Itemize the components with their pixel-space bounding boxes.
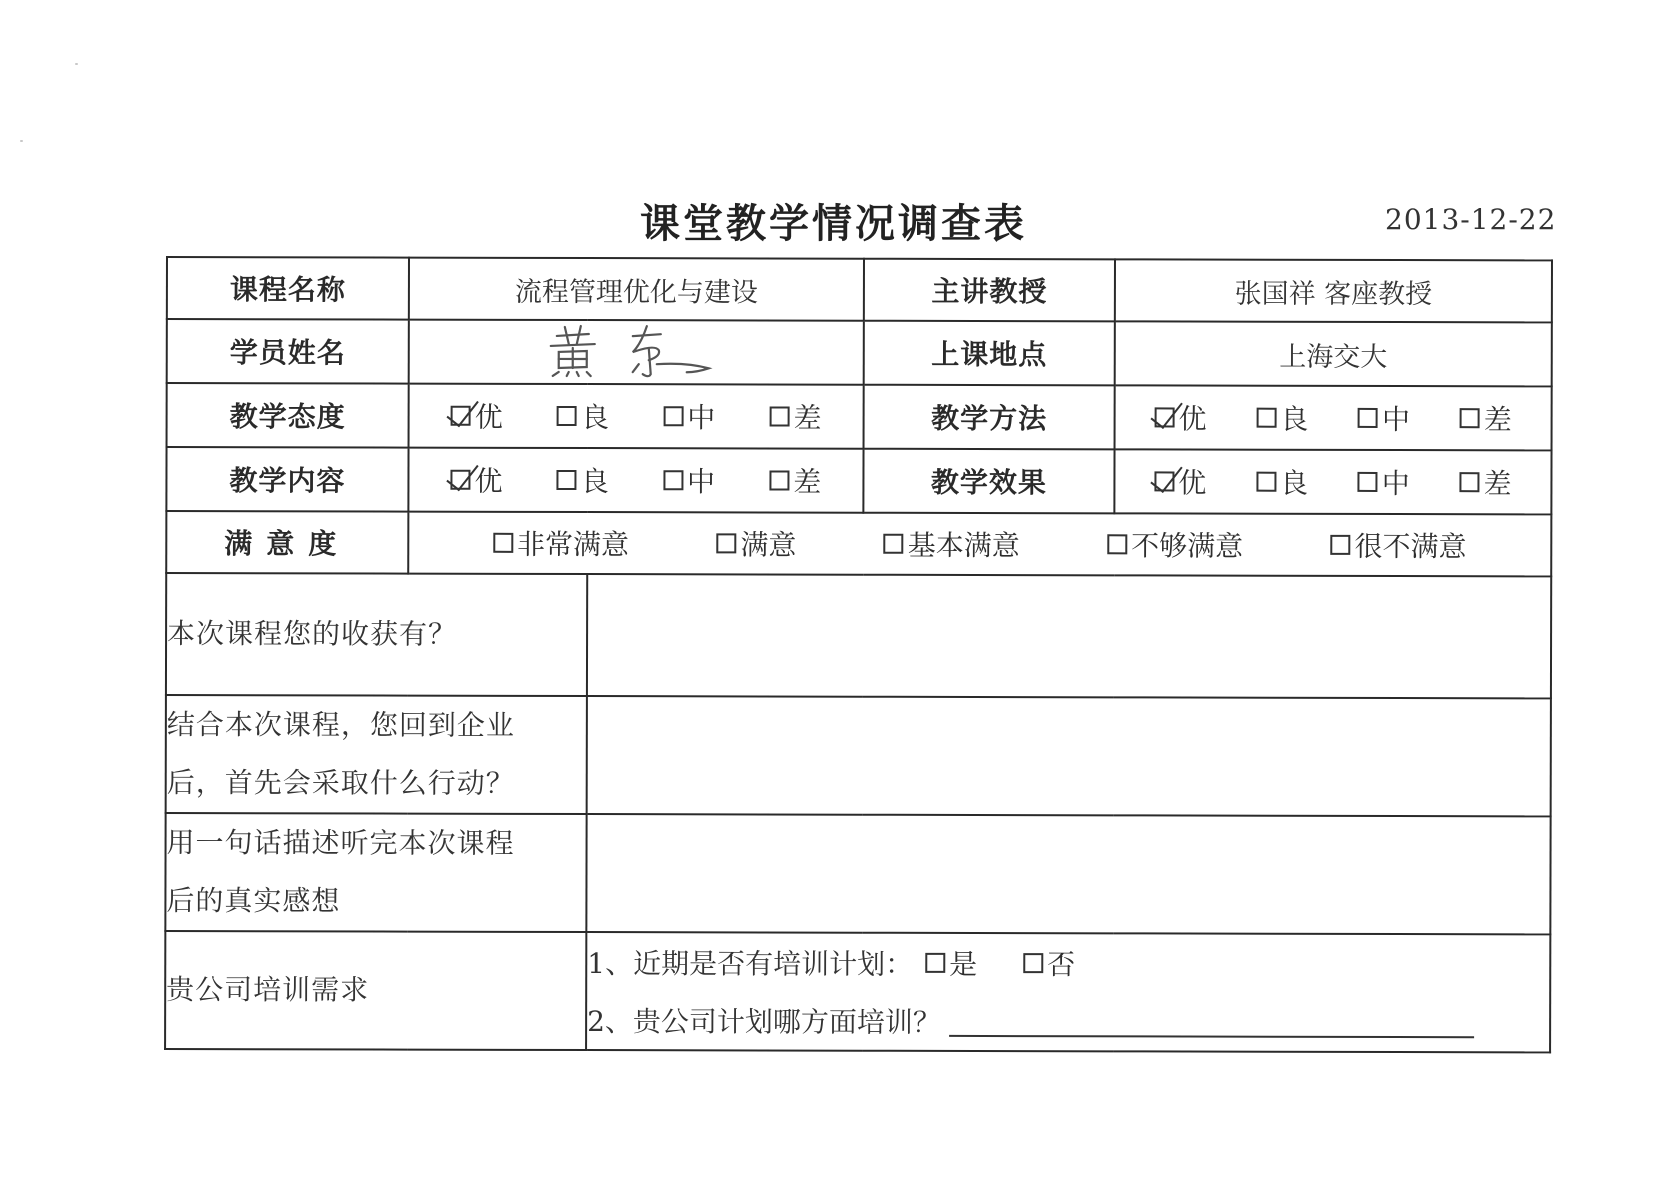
row-course <box>167 257 1552 322</box>
location-value: 上海交大 <box>1115 321 1552 386</box>
checkbox-icon[interactable] <box>716 533 736 553</box>
student-name-value <box>409 320 864 385</box>
option-satisfied[interactable]: 满意 <box>716 523 796 563</box>
teaching-method-label: 教学方法 <box>864 385 1115 450</box>
checkbox-icon[interactable] <box>663 470 683 490</box>
option-good[interactable]: 良 <box>1256 398 1308 438</box>
checkbox-checked-icon[interactable] <box>1154 471 1174 491</box>
row-gains <box>166 573 1551 698</box>
option-basically-satisfied[interactable]: 基本满意 <box>884 524 1020 564</box>
training-needs-label: 贵公司培训需求 <box>165 931 586 1050</box>
checkbox-icon[interactable] <box>557 470 577 490</box>
handwritten-signature <box>536 322 736 382</box>
option-excellent[interactable]: 优 <box>451 460 503 500</box>
option-good[interactable]: 良 <box>557 460 609 500</box>
checkbox-icon[interactable] <box>663 406 683 426</box>
row-student <box>167 319 1552 386</box>
question-gains: 本次课程您的收获有？ <box>166 573 587 696</box>
scan-speck <box>20 140 23 142</box>
training-topic-blank[interactable] <box>949 1005 1474 1038</box>
question-action <box>166 695 587 814</box>
checkbox-icon[interactable] <box>884 534 904 554</box>
form-date: 2013-12-22 <box>1385 203 1557 236</box>
row-satisfaction <box>166 511 1551 576</box>
survey-form <box>164 256 1551 1053</box>
checkbox-icon[interactable] <box>557 406 577 426</box>
course-name-value: 流程管理优化与建设 <box>409 258 864 321</box>
teaching-effect-options <box>1114 449 1551 514</box>
scan-speck <box>75 63 78 65</box>
teaching-attitude-options <box>409 384 864 449</box>
teaching-attitude-label: 教学态度 <box>167 383 409 448</box>
course-name-label: 课程名称 <box>167 257 409 320</box>
question-action-line1: 结合本次课程，您回到企业 <box>166 708 515 742</box>
row-action <box>166 695 1551 816</box>
training-plan-question: 1、近期是否有培训计划： <box>587 947 914 981</box>
teaching-effect-label: 教学效果 <box>863 449 1114 514</box>
row-training-needs <box>165 931 1550 1052</box>
checkbox-icon[interactable] <box>1107 534 1127 554</box>
option-not-satisfied[interactable]: 不够满意 <box>1107 524 1243 564</box>
checkbox-icon[interactable] <box>1023 953 1043 973</box>
option-average[interactable]: 中 <box>663 396 715 436</box>
training-needs-content <box>586 932 1550 1052</box>
option-average[interactable]: 中 <box>1358 462 1410 502</box>
option-no[interactable]: 否 <box>1023 943 1075 983</box>
checkbox-icon[interactable] <box>1256 472 1276 492</box>
satisfaction-options <box>408 512 1551 577</box>
answer-action[interactable] <box>587 696 1551 816</box>
option-poor[interactable]: 差 <box>1460 462 1512 502</box>
option-average[interactable]: 中 <box>1358 398 1410 438</box>
teaching-content-label: 教学内容 <box>166 447 408 512</box>
option-poor[interactable]: 差 <box>769 460 821 500</box>
answer-gains[interactable] <box>587 574 1551 698</box>
option-very-satisfied[interactable]: 非常满意 <box>493 523 629 563</box>
question-action-line2: 后，首先会采取什么行动？ <box>166 766 515 800</box>
teaching-method-options <box>1115 385 1552 450</box>
student-name-label: 学员姓名 <box>167 319 409 384</box>
option-excellent[interactable]: 优 <box>1154 461 1206 501</box>
row-feeling <box>165 813 1550 934</box>
checkbox-icon[interactable] <box>1460 408 1480 428</box>
lecturer-label: 主讲教授 <box>864 259 1115 322</box>
question-feeling-line1: 用一句话描述听完本次课程 <box>166 826 515 860</box>
checkbox-icon[interactable] <box>1358 472 1378 492</box>
option-average[interactable]: 中 <box>663 460 715 500</box>
row-attitude <box>167 383 1552 450</box>
checkbox-icon[interactable] <box>1331 535 1351 555</box>
checkbox-icon[interactable] <box>493 533 513 553</box>
teaching-content-options <box>408 448 863 513</box>
training-topic-question: 2、贵公司计划哪方面培训？ <box>587 1005 941 1039</box>
satisfaction-label: 满意度 <box>166 511 408 574</box>
question-feeling-line2: 后的真实感想 <box>166 884 341 918</box>
checkbox-icon[interactable] <box>769 406 789 426</box>
option-excellent[interactable]: 优 <box>451 396 503 436</box>
lecturer-value: 张国祥 客座教授 <box>1115 259 1552 322</box>
option-good[interactable]: 良 <box>557 396 609 436</box>
checkbox-icon[interactable] <box>1256 408 1276 428</box>
option-poor[interactable]: 差 <box>1460 398 1512 438</box>
row-content <box>166 447 1551 514</box>
form-title: 课堂教学情况调查表 <box>640 201 1027 247</box>
option-very-dissatisfied[interactable]: 很不满意 <box>1330 525 1466 565</box>
checkbox-checked-icon[interactable] <box>451 406 471 426</box>
location-label: 上课地点 <box>864 321 1115 386</box>
option-excellent[interactable]: 优 <box>1154 397 1206 437</box>
checkbox-icon[interactable] <box>769 470 789 490</box>
option-poor[interactable]: 差 <box>769 396 821 436</box>
answer-feeling[interactable] <box>586 814 1550 934</box>
checkbox-checked-icon[interactable] <box>1154 407 1174 427</box>
training-plan-line <box>587 933 1549 993</box>
checkbox-icon[interactable] <box>925 953 945 973</box>
checkbox-checked-icon[interactable] <box>451 470 471 490</box>
question-feeling <box>165 813 586 932</box>
training-topic-line <box>587 991 1549 1051</box>
option-good[interactable]: 良 <box>1256 462 1308 502</box>
option-yes[interactable]: 是 <box>925 943 977 983</box>
checkbox-icon[interactable] <box>1358 408 1378 428</box>
checkbox-icon[interactable] <box>1460 472 1480 492</box>
